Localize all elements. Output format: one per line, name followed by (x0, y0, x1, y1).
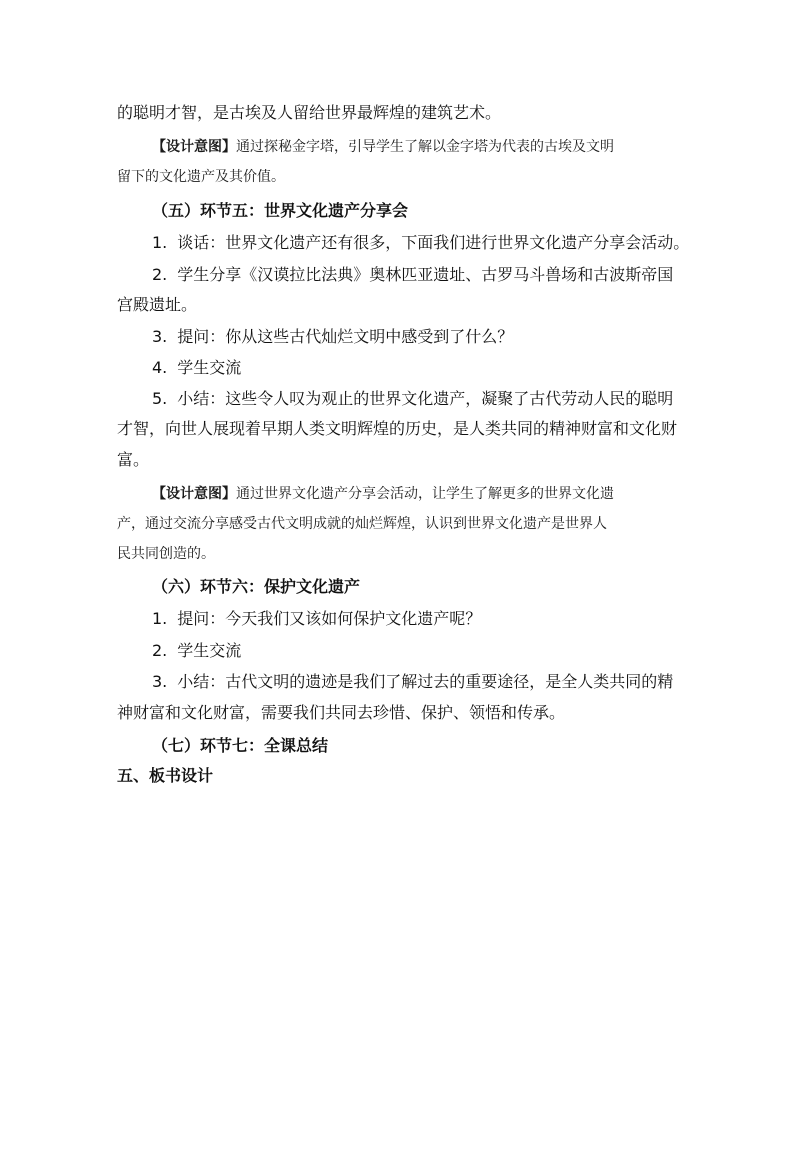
list-item (152, 609, 687, 629)
list-text: 小结：这些令人叹为观止的世界文化遗产，凝聚了古代劳动人民的聪明 (177, 389, 674, 408)
list-number: 3. (152, 327, 168, 346)
paragraph-text: 的聪明才智，是古埃及人留给世界最辉煌的建筑艺术。 (117, 103, 502, 122)
section-heading: （七）环节七：全课总结 (152, 736, 329, 755)
list-item (152, 641, 687, 661)
note-text-continued: 产，通过交流分享感受古代文明成就的灿烂辉煌，认识到世界文化遗产是世界人 (117, 516, 607, 532)
list-number: 1. (152, 609, 168, 628)
list-number: 4. (152, 358, 168, 377)
note-text-continued: 民共同创造的。 (117, 546, 215, 562)
list-item (152, 389, 687, 409)
section-heading: （五）环节五：世界文化遗产分享会 (152, 201, 409, 220)
list-text: 谈话：世界文化遗产还有很多，下面我们进行世界文化遗产分享会活动。 (177, 233, 690, 252)
list-item (152, 233, 690, 253)
list-number: 1. (152, 233, 168, 252)
list-text: 学生交流 (177, 358, 242, 377)
list-item (152, 327, 687, 347)
list-text: 学生分享《汉谟拉比法典》奥林匹亚遗址、古罗马斗兽场和古波斯帝国 (177, 265, 674, 284)
note-text: 通过世界文化遗产分享会活动，让学生了解更多的世界文化遗 (236, 486, 614, 502)
note-text: 通过探秘金字塔，引导学生了解以金字塔为代表的古埃及文明 (236, 139, 614, 155)
list-item (152, 358, 687, 378)
list-number: 2. (152, 641, 168, 660)
list-text: 提问：你从这些古代灿烂文明中感受到了什么？ (177, 327, 514, 346)
list-text: 小结：古代文明的遗迹是我们了解过去的重要途径，是全人类共同的精 (177, 672, 674, 691)
list-number: 3. (152, 672, 168, 691)
list-number: 5. (152, 389, 168, 408)
list-text: 提问：今天我们又该如何保护文化遗产呢？ (177, 609, 482, 628)
note-text-continued: 留下的文化遗产及其价值。 (117, 169, 285, 185)
design-intent-note (152, 484, 687, 504)
list-text-continued: 宫殿遗址。 (117, 295, 198, 314)
list-number: 2. (152, 265, 168, 284)
design-intent-note (152, 137, 687, 157)
note-tag: 【设计意图】 (152, 486, 236, 502)
note-tag: 【设计意图】 (152, 139, 236, 155)
list-item (152, 672, 687, 692)
list-text-continued: 富。 (117, 450, 150, 469)
list-text: 学生交流 (177, 641, 242, 660)
section-heading: （六）环节六：保护文化遗产 (152, 577, 361, 596)
list-text-continued: 神财富和文化财富，需要我们共同去珍惜、保护、领悟和传承。 (117, 703, 566, 722)
list-text-continued: 才智，向世人展现着早期人类文明辉煌的历史，是人类共同的精神财富和文化财 (117, 419, 678, 438)
part-heading: 五、板书设计 (117, 766, 214, 785)
list-item (152, 265, 687, 285)
